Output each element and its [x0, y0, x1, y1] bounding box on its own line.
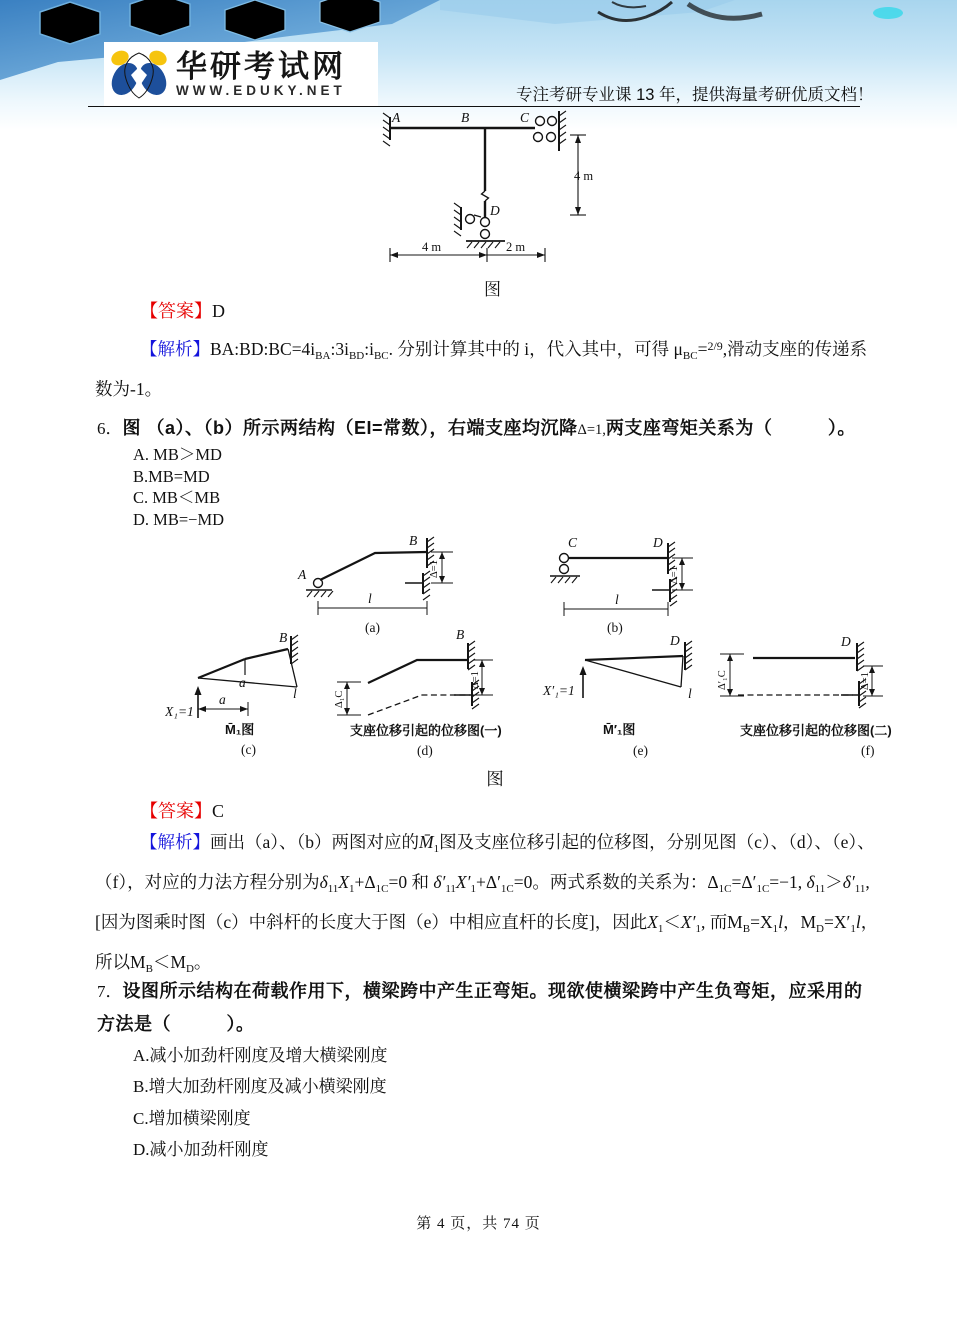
x1-label: X₁=1	[165, 704, 194, 719]
dimension-bottom	[390, 240, 545, 262]
node-label-B: B	[456, 627, 465, 642]
m1p-diagram-label: M̄′₁图	[603, 722, 636, 737]
q6-answer-line: 【答案】C	[140, 801, 225, 821]
delta-label-d: Δ=1	[470, 671, 481, 689]
q7-option-d: D.减小加劲杆刚度	[133, 1140, 269, 1160]
node-label-B: B	[461, 110, 470, 125]
displacement-diagram-1-title: 支座位移引起的位移图(一)	[350, 723, 502, 738]
node-label-B: B	[409, 533, 418, 548]
caption-e: (e)	[633, 743, 648, 758]
diagram-f	[717, 634, 892, 758]
q7-statement: 7．设图所示结构在荷载作用下，横梁跨中产生正弯矩。现欲使横梁跨中产生负弯矩，应采用的方法是（ ）。	[97, 981, 863, 1034]
header-tagline: 专注考研专业课 13 年，提供海量考研优质文档！	[516, 86, 874, 104]
m1-diagram-label: M̄₁图	[225, 722, 255, 737]
header-rule	[88, 106, 860, 107]
node-label-A: A	[392, 110, 401, 125]
caption-c: (c)	[241, 742, 256, 757]
span-label-l: l	[293, 686, 297, 701]
figure-caption: 图	[484, 280, 501, 299]
caption-a: (a)	[365, 620, 380, 635]
delta-label-b: Δ=1	[669, 566, 680, 584]
q6-figure-group	[165, 532, 910, 767]
logo-title: 华研考试网	[176, 48, 346, 84]
site-logo	[104, 42, 378, 106]
caption-b: (b)	[607, 620, 623, 635]
q6-option-b: B.MB=MD	[133, 466, 210, 486]
node-label-D: D	[670, 633, 680, 648]
span-label-l: l	[615, 592, 619, 607]
span-label-l: l	[688, 686, 692, 701]
delta1c-label: Δ₁C	[334, 690, 345, 708]
q5-answer-line: 【答案】D	[140, 301, 225, 321]
diagram-c	[165, 630, 298, 757]
q5-structure-figure	[368, 108, 603, 303]
delta-label-f: Δ=1	[860, 672, 871, 690]
dim-2m-bottom: 2 m	[506, 240, 526, 254]
diagram-d	[334, 627, 502, 758]
node-label-D: D	[653, 535, 663, 550]
node-label-D: D	[841, 634, 851, 649]
q6-figure-caption: 图	[486, 769, 504, 789]
support-C-double-roller	[534, 111, 567, 151]
delta1cp-label: Δ′₁C	[717, 670, 728, 690]
x1p-label: X′₁=1	[543, 683, 575, 698]
q7-option-c: C.增加横梁刚度	[133, 1108, 251, 1128]
displacement-diagram-2-title: 支座位移引起的位移图(二)	[740, 723, 892, 738]
q6-analysis: 【解析】画出（a）、（b）两图对应的$M̄_1$图及支座位移引起的位移图，分别见图（c）、（d）、（e）、（f），对应的力法方程分别为$\delta_{11}X_1+\Delta_{1C}=0$ 和 $\delta'_{11}X'_1+\Delta'_{1C}=0$。两式系数的关系为：$\Delta_{1C}=\Delta'_{1C}=-1$, $\delta_{11}>\delta'_{11}$, [因为图乘时图（c）中斜杆的长度大于图（e）中相应直杆的长度]，因此$X_1<X'_1$, 而$M_B=X_1l$，$M_D=X'_1l$，所以$M_B<M_D$。	[95, 832, 879, 975]
q5-analysis: 【解析】$BA:BD:BC=4i_{BA}:3i_{BD}:i_{BC}$. 分别计算其中的 i，代入其中，可得 $\mu_{BC}=^{2/9}$,滑动支座的传递系数为-1。	[95, 339, 868, 399]
q7-options	[133, 1040, 388, 1166]
span-label-l: l	[368, 591, 372, 606]
diagram-e	[542, 633, 692, 758]
diagram-a	[297, 533, 453, 635]
q6-option-a: A. MB＞MD	[133, 445, 222, 464]
dim-4m-bottom: 4 m	[422, 240, 442, 254]
node-label-C: C	[520, 110, 530, 125]
dim-label-a: a	[219, 692, 226, 707]
delta-label-a: Δ=1	[429, 560, 440, 578]
q6-options	[133, 444, 224, 530]
logo-flower-icon	[108, 45, 170, 103]
dim-4m-vertical: 4 m	[574, 169, 594, 183]
node-label-C: C	[568, 535, 578, 550]
node-label-D: D	[490, 203, 500, 218]
support-A-fixed	[383, 113, 390, 146]
caption-f: (f)	[861, 743, 875, 758]
diagram-b	[550, 535, 693, 635]
node-label-A: A	[298, 567, 307, 582]
q6-option-c: C. MB＜MB	[133, 488, 221, 507]
caption-d: (d)	[417, 743, 433, 758]
q6-statement: 6．图 （a）、（b）所示两结构（EI=常数），右端支座均沉降Δ=1,两支座弯矩关系为（ ）。	[97, 418, 856, 438]
frame-members	[390, 128, 535, 218]
node-label-B: B	[279, 630, 288, 645]
q7-option-b: B.增大加劲杆刚度及减小横梁刚度	[133, 1077, 387, 1097]
q6-option-d: D. MB=−MD	[133, 509, 225, 529]
page-number: 第 4 页，共 74 页	[416, 1216, 541, 1232]
ordinate-label-a: a	[239, 675, 246, 690]
q7-option-a: A.减小加劲杆刚度及增大横梁刚度	[133, 1046, 388, 1065]
logo-url: WWW.EDUKY.NET	[176, 82, 346, 98]
dimension-right-4m	[570, 135, 593, 215]
